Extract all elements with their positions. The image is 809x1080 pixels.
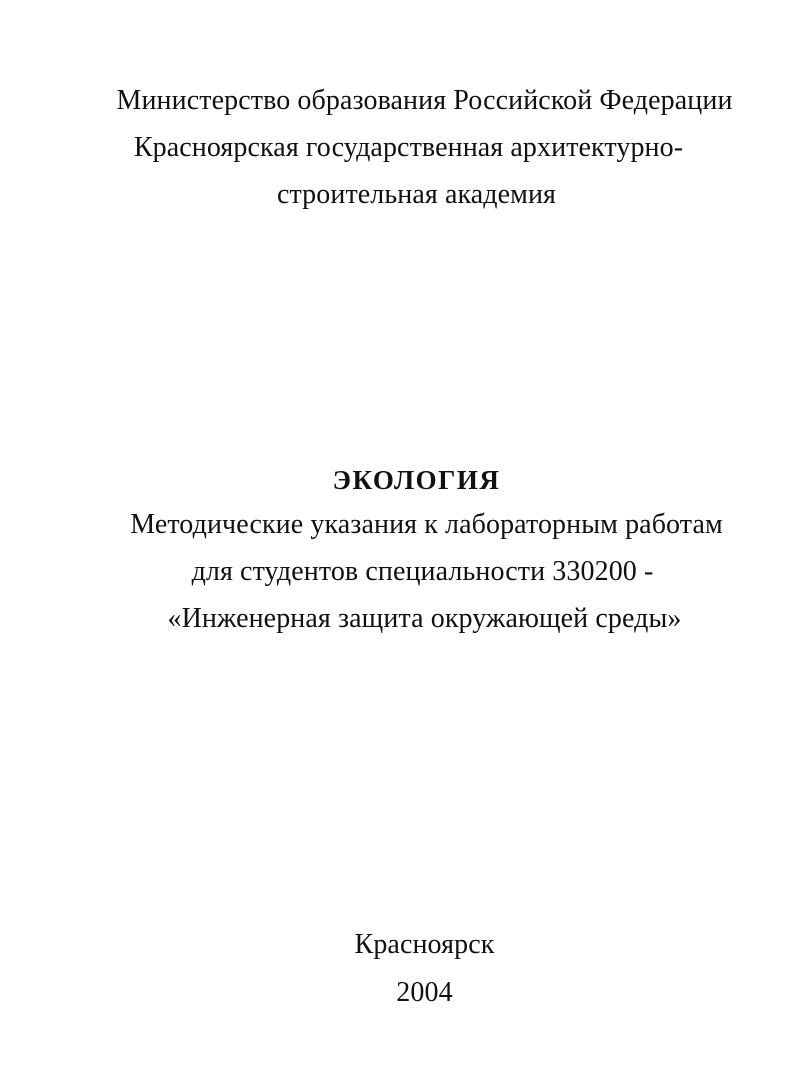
academy-line-1: Красноярская государственная архитектурно- (133, 132, 684, 163)
academy-line-2: строительная академия (276, 179, 557, 210)
city: Красноярск (354, 929, 495, 960)
subtitle-line-2: для студентов специальности 330200 - (191, 556, 654, 587)
subtitle-line-3: «Инженерная защита окружающей среды» (167, 603, 682, 634)
ministry-line: Министерство образования Российской Федерации (116, 85, 733, 116)
document-title: ЭКОЛОГИЯ (332, 465, 501, 495)
year: 2004 (396, 977, 453, 1008)
subtitle-line-1: Методические указания к лабораторным работам (130, 509, 723, 540)
